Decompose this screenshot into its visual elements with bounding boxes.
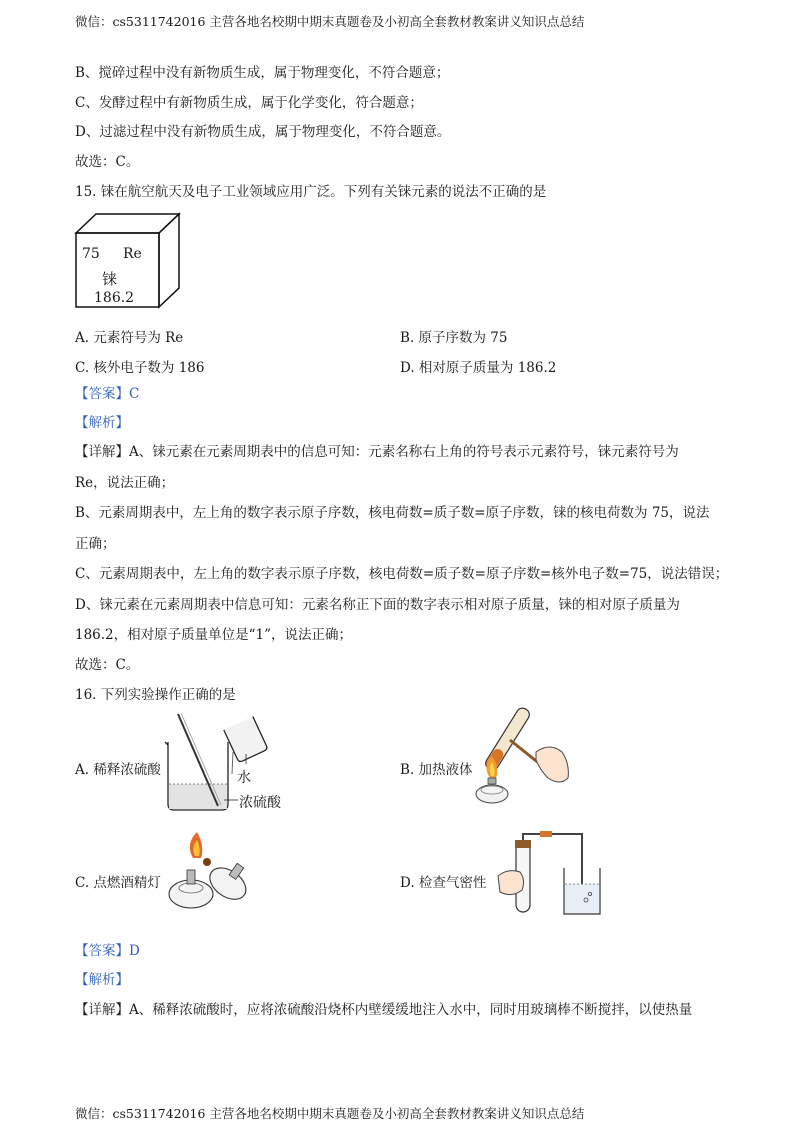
lighting-lamp-illustration (163, 822, 258, 917)
q15-detail-line: 186.2，相对原子质量单位是“1”，说法正确； (75, 627, 353, 643)
q15-conclusion: 故选：C。 (75, 657, 140, 673)
q15-detail-line: Re，说法正确； (75, 475, 175, 491)
acid-label: 浓硫酸 (239, 795, 281, 811)
q15-stem: 15. 铼在航空航天及电子工业领域应用广泛。下列有关铼元素的说法不正确的是 (75, 184, 547, 200)
q15-detail-line: D、铼元素在元素周期表中信息可知：元素名称正下面的数字表示相对原子质量，铼的相对原子质量为 (75, 597, 680, 613)
q15-detail-line: C、元素周期表中，左上角的数字表示原子序数，核电荷数=质子数=原子序数=核外电子数=75，说法错误； (75, 566, 729, 582)
water-label: 水 (237, 770, 251, 786)
airtightness-check-illustration (490, 828, 605, 918)
q16-analysis-heading: 【解析】 (75, 972, 129, 988)
page-footer: 微信：cs5311742016 主营各地名校期中期末真题卷及小初高全套教材教案讲义知识点总结 (75, 1106, 585, 1121)
q15-option-d: D. 相对原子质量为 186.2 (400, 360, 557, 376)
q15-option-c: C. 核外电子数为 186 (75, 360, 205, 376)
heating-liquid-illustration (470, 712, 580, 812)
q14-line-c: C、发酵过程中有新物质生成，属于化学变化，符合题意； (75, 95, 423, 111)
q16-detail-line: 【详解】A、稀释浓硫酸时，应将浓硫酸沿烧杯内壁缓缓地注入水中，同时用玻璃棒不断搅拌，以使热量 (75, 1002, 693, 1018)
q15-option-b: B. 原子序数为 75 (400, 330, 508, 346)
q15-detail-line: B、元素周期表中，左上角的数字表示原子序数，核电荷数=质子数=原子序数，铼的核电荷数为 75，说法 (75, 505, 710, 521)
q16-stem: 16. 下列实验操作正确的是 (75, 687, 236, 703)
q16-option-a: A. 稀释浓硫酸 (75, 762, 161, 778)
element-atomic-number: 75 (82, 246, 100, 262)
q14-line-d: D、过滤过程中没有新物质生成，属于物理变化，不符合题意。 (75, 124, 451, 140)
element-symbol: Re (123, 246, 142, 262)
q15-answer: 【答案】C (75, 386, 140, 402)
q16-option-d: D. 检查气密性 (400, 875, 487, 891)
element-atomic-mass: 186.2 (94, 290, 135, 306)
q15-analysis-heading: 【解析】 (75, 415, 129, 431)
q15-option-a: A. 元素符号为 Re (75, 330, 184, 346)
q16-option-c: C. 点燃酒精灯 (75, 875, 161, 891)
q14-line-b: B、搅碎过程中没有新物质生成，属于物理变化，不符合题意； (75, 65, 450, 81)
q14-conclusion: 故选：C。 (75, 154, 140, 170)
page-header: 微信：cs5311742016 主营各地名校期中期末真题卷及小初高全套教材教案讲义知识点总结 (75, 14, 585, 29)
q16-option-b: B. 加热液体 (400, 762, 473, 778)
q16-answer: 【答案】D (75, 943, 140, 959)
q15-detail-line: 【详解】A、铼元素在元素周期表中的信息可知：元素名称右上角的符号表示元素符号，铼元素符号为 (75, 444, 679, 460)
element-name: 铼 (102, 270, 118, 288)
q15-detail-line: 正确； (75, 536, 116, 552)
